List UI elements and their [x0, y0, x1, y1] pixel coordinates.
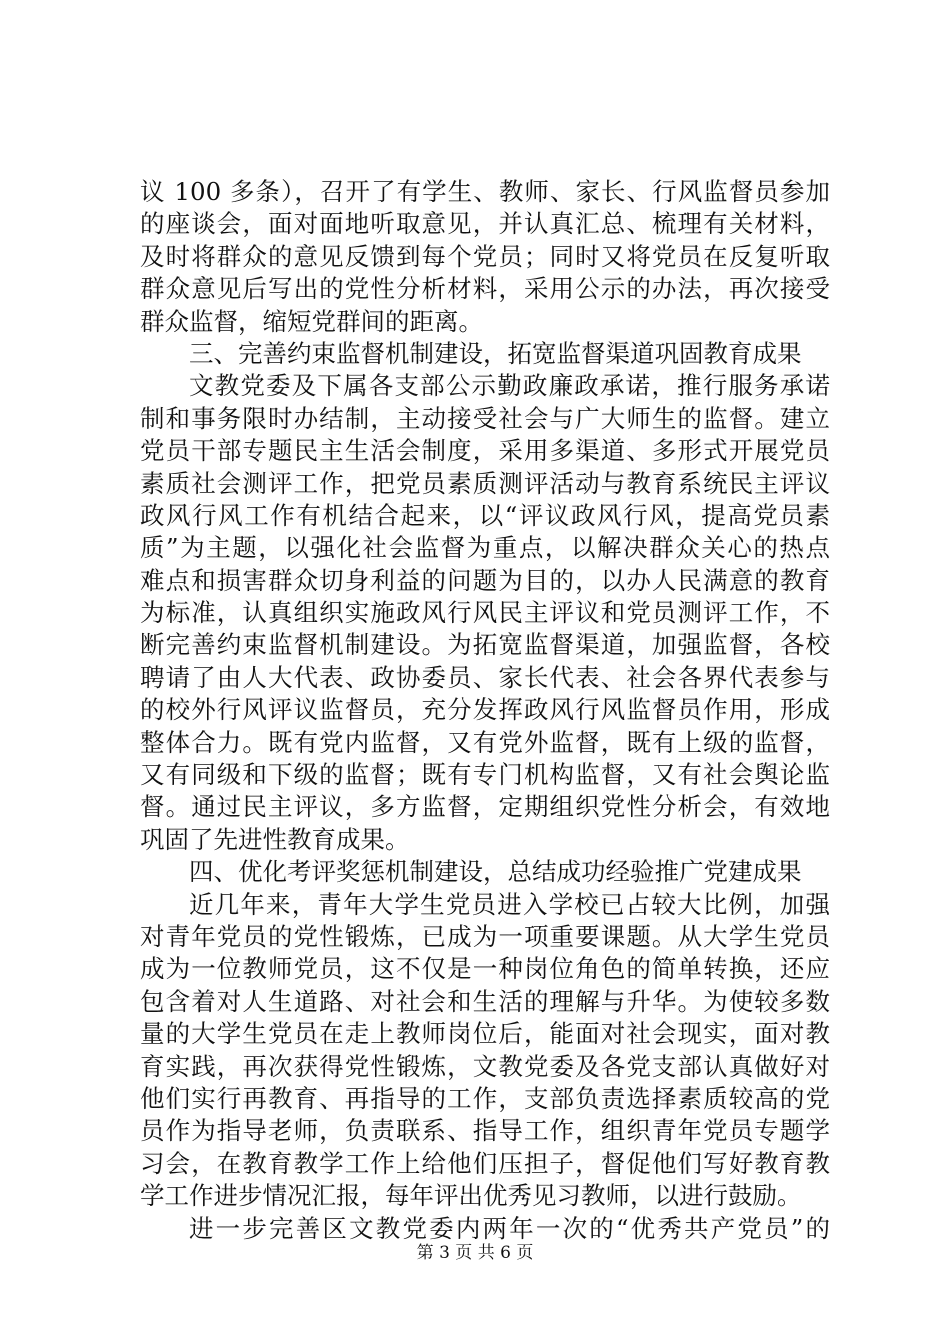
text-line: 习会，在教育教学工作上给他们压担子，督促他们写好教育教	[140, 1148, 830, 1178]
text-line: 的校外行风评议监督员，充分发挥政风行风监督员作用，形成	[140, 695, 830, 725]
text-line: 巩固了先进性教育成果。	[140, 824, 410, 854]
text-line: 难点和损害群众切身利益的问题为目的，以办人民满意的教育	[140, 565, 830, 595]
text-line: 群众意见后写出的党性分析材料，采用公示的办法，再次接受	[140, 274, 830, 304]
page-footer: 第 3 页 共 6 页	[416, 1243, 534, 1263]
text-line: 的座谈会，面对面地听取意见，并认真汇总、梳理有关材料，	[140, 209, 830, 239]
text-line: 进一步完善区文教党委内两年一次的“优秀共产党员”的	[189, 1213, 830, 1243]
text-line: 质”为主题，以强化社会监督为重点，以解决群众关心的热点	[140, 533, 830, 563]
text-line: 近几年来，青年大学生党员进入学校已占较大比例，加强	[189, 889, 830, 919]
text-line: 政风行风工作有机结合起来，以“评议政风行风，提高党员素	[140, 500, 830, 530]
text-line: 他们实行再教育、再指导的工作，支部负责选择素质较高的党	[140, 1083, 830, 1113]
text-line: 对青年党员的党性锻炼，已成为一项重要课题。从大学生党员	[140, 921, 830, 951]
text-line: 制和事务限时办结制，主动接受社会与广大师生的监督。建立	[140, 403, 830, 433]
text-line: 成为一位教师党员，这不仅是一种岗位角色的简单转换，还应	[140, 954, 830, 984]
text-line: 文教党委及下属各支部公示勤政廉政承诺，推行服务承诺	[189, 371, 830, 401]
text-line: 素质社会测评工作，把党员素质测评活动与教育系统民主评议	[140, 468, 830, 498]
text-line: 群众监督，缩短党群间的距离。	[140, 306, 483, 336]
text-line: 督。通过民主评议，多方监督，定期组织党性分析会，有效地	[140, 792, 830, 822]
text-line: 整体合力。既有党内监督，又有党外监督，既有上级的监督，	[140, 727, 830, 757]
text-line: 聘请了由人大代表、政协委员、家长代表、社会各界代表参与	[140, 662, 830, 692]
text-line: 学工作进步情况汇报，每年评出优秀见习教师，以进行鼓励。	[140, 1181, 802, 1211]
text-line: 包含着对人生道路、对社会和生活的理解与升华。为使较多数	[140, 986, 830, 1016]
text-line: 员作为指导老师，负责联系、指导工作，组织青年党员专题学	[140, 1116, 830, 1146]
text-line: 量的大学生党员在走上教师岗位后，能面对社会现实，面对教	[140, 1019, 830, 1049]
text-line: 断完善约束监督机制建设。为拓宽监督渠道，加强监督，各校	[140, 630, 830, 660]
text-line: 及时将群众的意见反馈到每个党员；同时又将党员在反复听取	[140, 241, 830, 271]
text-line: 四、优化考评奖惩机制建设，总结成功经验推广党建成果	[189, 857, 802, 887]
text-line: 党员干部专题民主生活会制度，采用多渠道、多形式开展党员	[140, 436, 830, 466]
text-line: 又有同级和下级的监督；既有专门机构监督，又有社会舆论监	[140, 760, 830, 790]
text-line: 育实践，再次获得党性锻炼，文教党委及各党支部认真做好对	[140, 1051, 830, 1081]
text-line: 为标准，认真组织实施政风行风民主评议和党员测评工作，不	[140, 598, 830, 628]
document-body	[140, 176, 830, 1245]
text-line: 议 100 多条），召开了有学生、教师、家长、行风监督员参加	[140, 177, 830, 206]
text-line: 三、完善约束监督机制建设，拓宽监督渠道巩固教育成果	[189, 338, 802, 368]
